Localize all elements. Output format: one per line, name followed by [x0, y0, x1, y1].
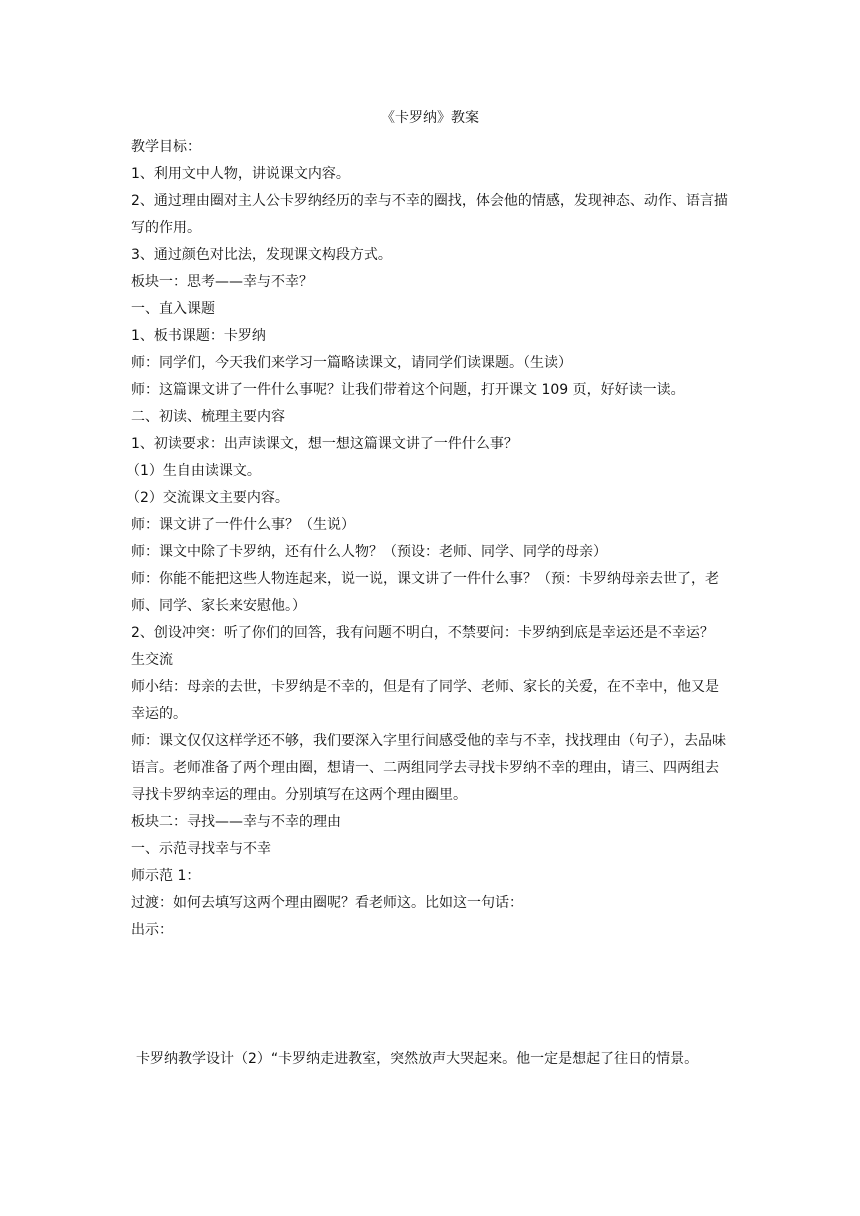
paragraph-transition: 过渡：如何去填写这两个理由圈呢？看老师这。比如这一句话：	[131, 895, 523, 911]
paragraph-section-2-heading: 板块二：寻找——幸与不幸的理由	[131, 814, 341, 830]
document-footer-quote: 卡罗纳教学设计（2）“卡罗纳走进教室，突然放声大哭起来。他一定是想起了往日的情景。	[136, 1051, 699, 1067]
paragraph-student-exchange: 生交流	[131, 652, 173, 668]
paragraph-teacher-intro: 师：同学们，今天我们来学习一篇略读课文，请同学们读课题。（生读）	[131, 355, 572, 371]
paragraph-objectives-heading: 教学目标：	[131, 139, 201, 155]
paragraph-board-title: 1、板书课题：卡罗纳	[131, 328, 266, 344]
document-title: 《卡罗纳》教案	[381, 110, 479, 126]
paragraph-demo-heading: 一、示范寻找幸与不幸	[131, 841, 271, 857]
paragraph-objective-1: 1、利用文中人物，讲说课文内容。	[131, 166, 350, 182]
paragraph-step-1: 一、直入课题	[131, 301, 215, 317]
paragraph-teacher-what-event: 师：课文讲了一件什么事？（生说）	[131, 517, 355, 533]
paragraph-section-1-heading: 板块一：思考——幸与不幸？	[131, 274, 313, 290]
paragraph-teacher-deepen: 师：课文仅仅这样学还不够，我们要深入字里行间感受他的幸与不幸，找找理由（句子），去品味语言。老师准备了两个理由圈，想请一、二两组同学去寻找卡罗纳不幸的理由，请三、四两组去寻找卡罗纳幸运的理由。分别填写在这两个理由圈里。	[131, 733, 726, 803]
paragraph-objective-2: 2、通过理由圈对主人公卡罗纳经历的幸与不幸的圈找，体会他的情感，发现神态、动作、语言描写的作用。	[131, 193, 728, 236]
paragraph-show: 出示：	[131, 922, 173, 938]
paragraph-conflict: 2、创设冲突：听了你们的回答，我有问题不明白，不禁要问：卡罗纳到底是幸运还是不幸运？	[131, 625, 714, 641]
paragraph-exchange-content: （2）交流课文主要内容。	[126, 490, 289, 506]
paragraph-objective-3: 3、通过颜色对比法，发现课文构段方式。	[131, 247, 392, 263]
paragraph-free-reading: （1）生自由读课文。	[126, 463, 261, 479]
paragraph-teacher-question: 师：这篇课文讲了一件什么事呢？让我们带着这个问题，打开课文 109 页，好好读一读。	[131, 382, 685, 398]
paragraph-teacher-summary: 师小结：母亲的去世，卡罗纳是不幸的，但是有了同学、老师、家长的关爱，在不幸中，他又是幸运的。	[131, 679, 719, 722]
paragraph-step-2: 二、初读、梳理主要内容	[131, 409, 285, 425]
paragraph-teacher-demo-1: 师示范 1：	[131, 868, 201, 884]
paragraph-teacher-characters: 师：课文中除了卡罗纳，还有什么人物？（预设：老师、同学、同学的母亲）	[131, 544, 607, 560]
paragraph-reading-requirement: 1、初读要求：出声读课文，想一想这篇课文讲了一件什么事？	[131, 436, 518, 452]
document-body	[126, 134, 731, 944]
paragraph-teacher-connect: 师：你能不能把这些人物连起来，说一说，课文讲了一件什么事？（预：卡罗纳母亲去世了，老师、同学、家长来安慰他。）	[131, 571, 719, 614]
